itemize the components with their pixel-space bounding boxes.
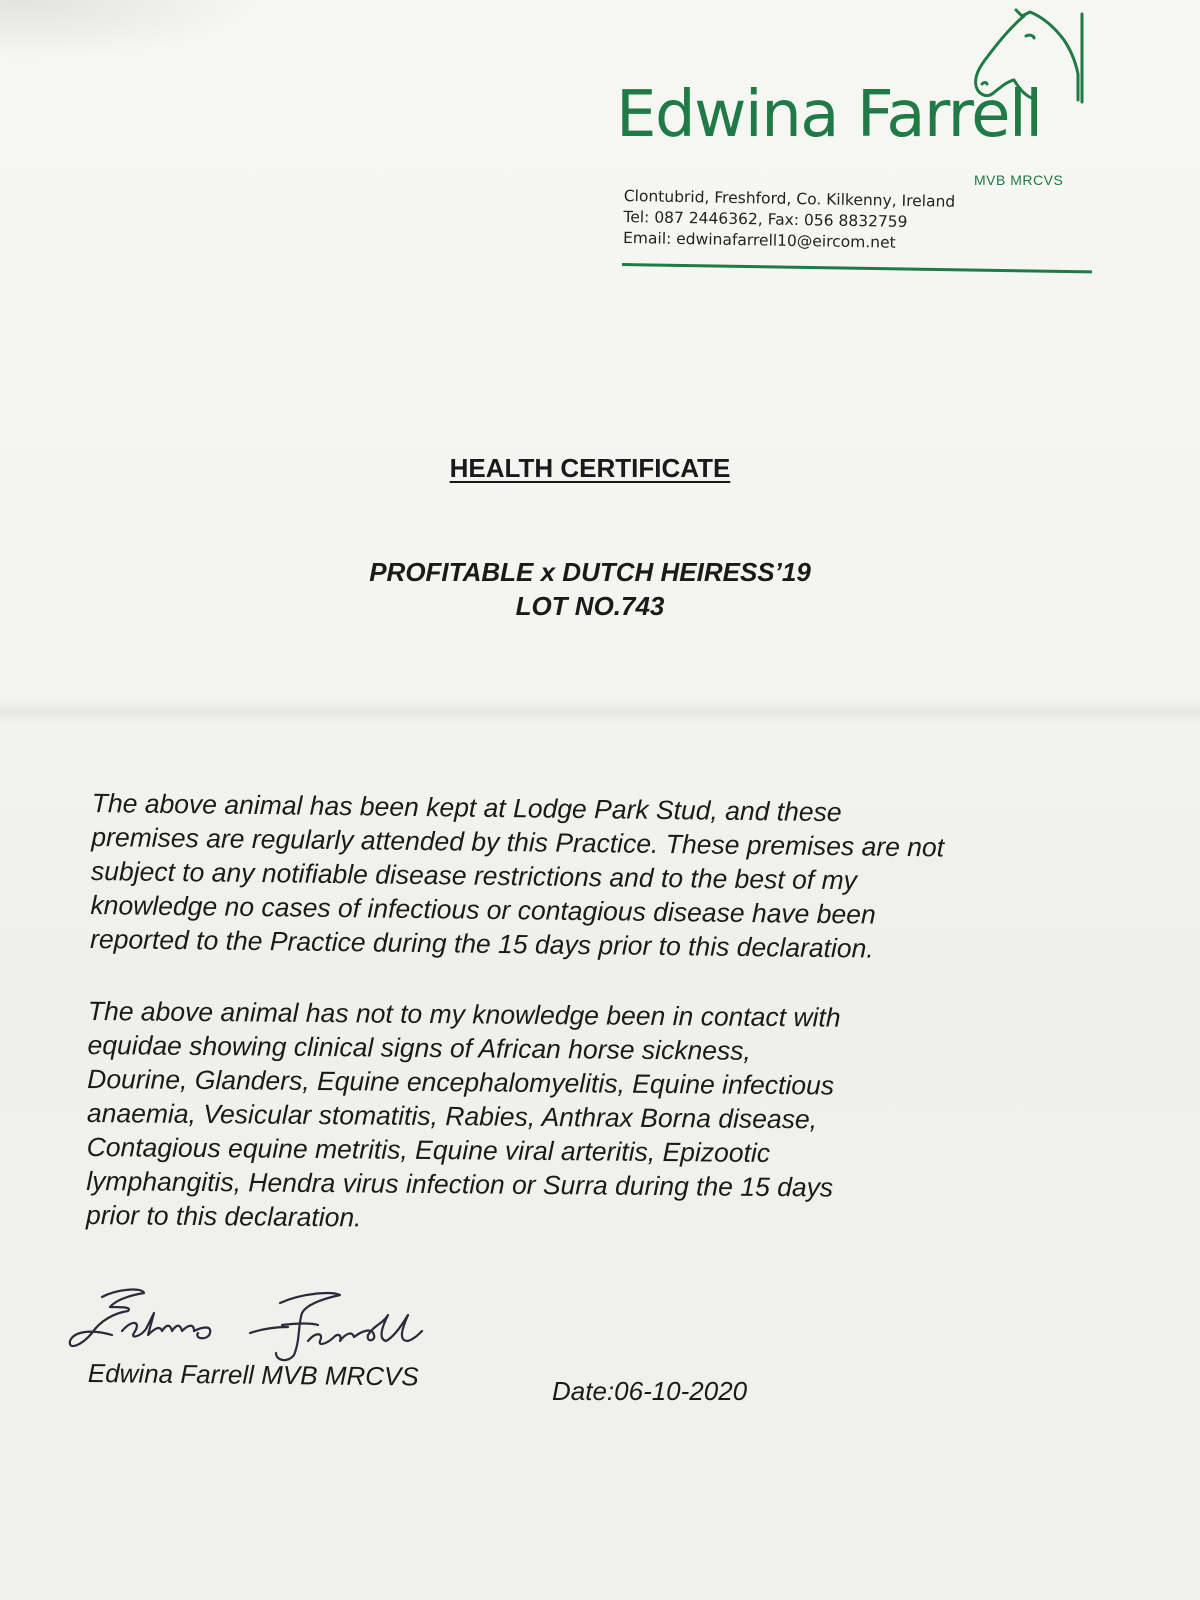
certificate-title: HEALTH CERTIFICATE <box>449 453 731 483</box>
letterhead <box>616 0 1090 290</box>
paper-shadow <box>0 0 260 60</box>
paragraph-line: premises are regularly attended by this Practice. These premises are not <box>91 821 945 863</box>
paragraph-line: anaemia, Vesicular stomatitis, Rabies, Anthrax Borna disease, <box>86 1097 818 1135</box>
paragraph-line: subject to any notifiable disease restrictions and to the best of my <box>90 855 858 896</box>
horse-name: PROFITABLE x DUTCH HEIRESS’19 <box>369 557 811 587</box>
certificate-date: Date:06-10-2020 <box>552 1376 748 1406</box>
paragraph-line: equidae showing clinical signs of African horse sickness, <box>87 1029 751 1066</box>
handwritten-signature <box>62 1285 462 1365</box>
paragraph-line: Dourine, Glanders, Equine encephalomyelitis, Equine infectious <box>87 1063 835 1101</box>
declaration-paragraph-2 <box>86 994 988 1240</box>
paragraph-line: The above animal has been kept at Lodge Park Stud, and these <box>91 787 842 828</box>
contact-block <box>623 186 956 255</box>
email-line: Email: edwinafarrell10@eircom.net <box>622 228 896 252</box>
phone-fax-line: Tel: 087 2446362, Fax: 056 8832759 <box>623 207 908 231</box>
practice-qualifications: MVB MRCVS <box>974 172 1064 188</box>
paper-fold <box>0 700 1200 724</box>
lot-number: LOT NO.743 <box>515 591 665 621</box>
paragraph-line: lymphangitis, Hendra virus infection or Surra during the 15 days <box>86 1165 834 1203</box>
paragraph-line: Contagious equine metritis, Equine viral arteritis, Epizootic <box>86 1131 771 1168</box>
signatory-name: Edwina Farrell MVB MRCVS <box>87 1358 419 1392</box>
paragraph-line: reported to the Practice during the 15 days prior to this declaration. <box>89 923 874 964</box>
letterhead-divider <box>622 263 1092 273</box>
paragraph-line: prior to this declaration. <box>85 1199 362 1233</box>
practice-name: Edwina Farrell <box>616 78 1042 152</box>
address-line: Clontubrid, Freshford, Co. Kilkenny, Ireland <box>623 186 956 211</box>
declaration-paragraph-1 <box>90 786 1072 968</box>
certificate-subject <box>0 555 1180 623</box>
paragraph-line: knowledge no cases of infectious or contagious disease have been <box>90 889 876 930</box>
paragraph-line: The above animal has not to my knowledge been in contact with <box>87 995 841 1033</box>
